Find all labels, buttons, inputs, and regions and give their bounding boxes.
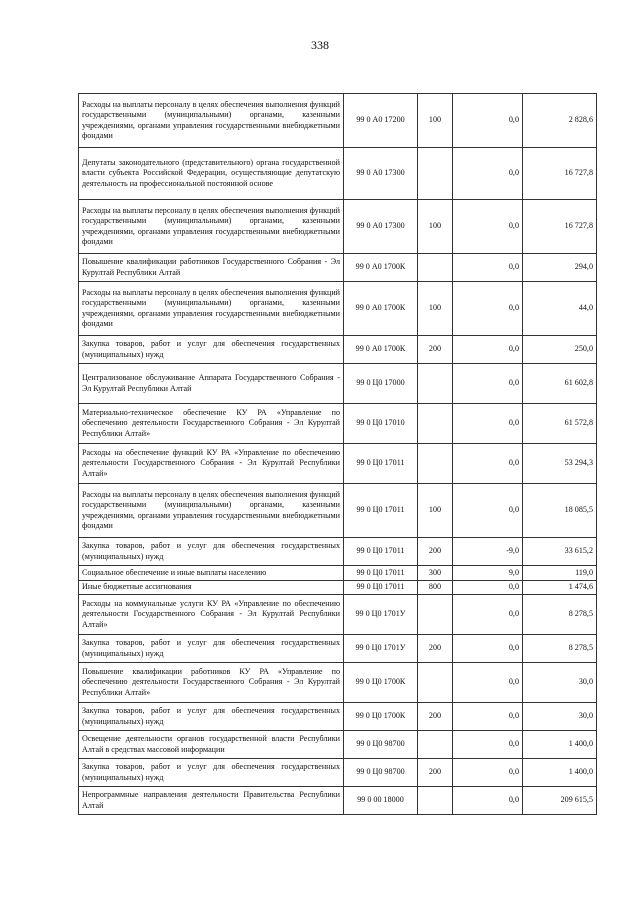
row-expense-type-cell: 100 xyxy=(418,94,453,148)
row-code-cell: 99 0 Ц0 1701У xyxy=(344,635,418,663)
table-row xyxy=(79,484,597,538)
row-sum-cell: 44,0 xyxy=(523,282,597,336)
row-sum-cell: 30,0 xyxy=(523,663,597,703)
table-row xyxy=(79,635,597,663)
row-sum-cell: 18 085,5 xyxy=(523,484,597,538)
table-row xyxy=(79,595,597,635)
row-change-cell: 0,0 xyxy=(453,787,523,815)
row-name-cell: Централизованое обслуживание Аппарата Государственного Собрания - Эл Курултай Республики Алтай xyxy=(79,364,344,404)
row-sum-cell: 16 727,8 xyxy=(523,148,597,200)
row-change-cell: 0,0 xyxy=(453,581,523,595)
row-name-cell: Закупка товаров, работ и услуг для обеспечения государственных (муниципальных) нужд xyxy=(79,635,344,663)
table-row xyxy=(79,200,597,254)
row-sum-cell: 33 615,2 xyxy=(523,538,597,566)
row-code-cell: 99 0 Ц0 1700К xyxy=(344,663,418,703)
row-code-cell: 99 0 Ц0 1701У xyxy=(344,595,418,635)
row-code-cell: 99 0 00 18000 xyxy=(344,787,418,815)
table-row xyxy=(79,581,597,595)
table-row xyxy=(79,538,597,566)
table-row xyxy=(79,94,597,148)
row-name-cell: Закупка товаров, работ и услуг для обеспечения государственных (муниципальных) нужд xyxy=(79,759,344,787)
row-code-cell: 99 0 А0 17300 xyxy=(344,148,418,200)
row-name-cell: Социальное обеспечение и иные выплаты населению xyxy=(79,566,344,581)
row-change-cell: 0,0 xyxy=(453,484,523,538)
row-code-cell: 99 0 Ц0 1700К xyxy=(344,703,418,731)
row-change-cell: 0,0 xyxy=(453,336,523,364)
row-code-cell: 99 0 А0 17300 xyxy=(344,200,418,254)
row-sum-cell: 8 278,5 xyxy=(523,635,597,663)
row-expense-type-cell: 800 xyxy=(418,581,453,595)
row-name-cell: Повышение квалификации работников Государственного Собрания - Эл Курултай Республики Алтай xyxy=(79,254,344,282)
row-sum-cell: 53 294,3 xyxy=(523,444,597,484)
row-change-cell: 0,0 xyxy=(453,148,523,200)
row-name-cell: Расходы на обеспечение функций КУ РА «Управление по обеспечению деятельности Государственного Собрания - Эл Курултай Республики Алтай» xyxy=(79,444,344,484)
row-name-cell: Расходы на выплаты персоналу в целях обеспечения выполнения функций государственными (муниципальными) органами, казенными учреждениями, органами управления государственными внебюджетными фондами xyxy=(79,484,344,538)
row-expense-type-cell: 200 xyxy=(418,759,453,787)
table-row xyxy=(79,404,597,444)
table-row xyxy=(79,787,597,815)
row-change-cell: 0,0 xyxy=(453,663,523,703)
row-code-cell: 99 0 А0 1700К xyxy=(344,336,418,364)
row-expense-type-cell xyxy=(418,731,453,759)
row-sum-cell: 250,0 xyxy=(523,336,597,364)
row-change-cell: 0,0 xyxy=(453,94,523,148)
page-number: 338 xyxy=(311,38,329,52)
row-name-cell: Закупка товаров, работ и услуг для обеспечения государственных (муниципальных) нужд xyxy=(79,336,344,364)
table-row xyxy=(79,703,597,731)
row-change-cell: 0,0 xyxy=(453,759,523,787)
row-sum-cell: 2 828,6 xyxy=(523,94,597,148)
row-expense-type-cell xyxy=(418,148,453,200)
table-row xyxy=(79,148,597,200)
row-code-cell: 99 0 Ц0 17011 xyxy=(344,581,418,595)
row-expense-type-cell: 100 xyxy=(418,484,453,538)
row-expense-type-cell: 200 xyxy=(418,635,453,663)
row-name-cell: Расходы на выплаты персоналу в целях обеспечения выполнения функций государственными (муниципальными) органами, казенными учреждениями, органами управления государственными внебюджетными фондами xyxy=(79,94,344,148)
row-name-cell: Расходы на выплаты персоналу в целях обеспечения выполнения функций государственными (муниципальными) органами, казенными учреждениями, органами управления государственными внебюджетными фондами xyxy=(79,282,344,336)
table-row xyxy=(79,663,597,703)
row-change-cell: 0,0 xyxy=(453,703,523,731)
row-expense-type-cell xyxy=(418,444,453,484)
row-code-cell: 99 0 Ц0 17011 xyxy=(344,538,418,566)
table-row xyxy=(79,364,597,404)
row-code-cell: 99 0 Ц0 17000 xyxy=(344,364,418,404)
row-change-cell: 0,0 xyxy=(453,364,523,404)
row-expense-type-cell xyxy=(418,595,453,635)
row-name-cell: Повышение квалификации работников КУ РА «Управление по обеспечению деятельности Государственного Собрания - Эл Курултай Республики Алтай» xyxy=(79,663,344,703)
row-expense-type-cell: 200 xyxy=(418,703,453,731)
row-change-cell: 0,0 xyxy=(453,595,523,635)
row-code-cell: 99 0 Ц0 17010 xyxy=(344,404,418,444)
row-change-cell: 0,0 xyxy=(453,635,523,663)
row-expense-type-cell: 200 xyxy=(418,538,453,566)
row-sum-cell: 61 602,8 xyxy=(523,364,597,404)
table-row xyxy=(79,566,597,581)
row-code-cell: 99 0 Ц0 98700 xyxy=(344,759,418,787)
row-change-cell: 0,0 xyxy=(453,731,523,759)
row-change-cell: 0,0 xyxy=(453,444,523,484)
row-change-cell: -9,0 xyxy=(453,538,523,566)
row-code-cell: 99 0 Ц0 17011 xyxy=(344,484,418,538)
table-row xyxy=(79,282,597,336)
row-code-cell: 99 0 Ц0 17011 xyxy=(344,444,418,484)
row-sum-cell: 16 727,8 xyxy=(523,200,597,254)
row-expense-type-cell: 200 xyxy=(418,336,453,364)
row-name-cell: Расходы на коммунальные услуги КУ РА «Управление по обеспечению деятельности Государственного Собрания - Эл Курултай Республики Алтай» xyxy=(79,595,344,635)
row-code-cell: 99 0 А0 1700К xyxy=(344,282,418,336)
row-change-cell: 0,0 xyxy=(453,404,523,444)
row-sum-cell: 61 572,8 xyxy=(523,404,597,444)
row-expense-type-cell xyxy=(418,663,453,703)
row-name-cell: Закупка товаров, работ и услуг для обеспечения государственных (муниципальных) нужд xyxy=(79,703,344,731)
table-row xyxy=(79,336,597,364)
row-sum-cell: 1 400,0 xyxy=(523,731,597,759)
row-sum-cell: 119,0 xyxy=(523,566,597,581)
row-expense-type-cell: 100 xyxy=(418,200,453,254)
budget-table xyxy=(78,93,597,815)
row-name-cell: Материально-техническое обеспечение КУ РА «Управление по обеспечению деятельности Государственного Собрания - Эл Курултай Республики Алтай» xyxy=(79,404,344,444)
table-row xyxy=(79,731,597,759)
row-change-cell: 0,0 xyxy=(453,282,523,336)
table-row xyxy=(79,444,597,484)
row-expense-type-cell xyxy=(418,364,453,404)
row-code-cell: 99 0 А0 1700К xyxy=(344,254,418,282)
row-code-cell: 99 0 Ц0 98700 xyxy=(344,731,418,759)
row-expense-type-cell xyxy=(418,787,453,815)
row-sum-cell: 294,0 xyxy=(523,254,597,282)
row-code-cell: 99 0 Ц0 17011 xyxy=(344,566,418,581)
row-change-cell: 0,0 xyxy=(453,254,523,282)
row-name-cell: Расходы на выплаты персоналу в целях обеспечения выполнения функций государственными (муниципальными) органами, казенными учреждениями, органами управления государственными внебюджетными фондами xyxy=(79,200,344,254)
table-row xyxy=(79,759,597,787)
row-change-cell: 9,0 xyxy=(453,566,523,581)
row-name-cell: Депутаты законодательного (представительного) органа государственной власти субъекта Российской Федерации, осуществляющие депутатскую деятельность на профессиональной постоянной основе xyxy=(79,148,344,200)
row-expense-type-cell xyxy=(418,404,453,444)
row-sum-cell: 1 400,0 xyxy=(523,759,597,787)
budget-table-body xyxy=(79,94,597,815)
row-change-cell: 0,0 xyxy=(453,200,523,254)
row-name-cell: Иные бюджетные ассигнования xyxy=(79,581,344,595)
row-code-cell: 99 0 А0 17200 xyxy=(344,94,418,148)
row-sum-cell: 1 474,6 xyxy=(523,581,597,595)
row-name-cell: Освещение деятельности органов государственной власти Республики Алтай в средствах массовой информации xyxy=(79,731,344,759)
row-expense-type-cell: 300 xyxy=(418,566,453,581)
row-name-cell: Непрограммные направления деятельности Правительства Республики Алтай xyxy=(79,787,344,815)
row-sum-cell: 8 278,5 xyxy=(523,595,597,635)
row-sum-cell: 30,0 xyxy=(523,703,597,731)
row-expense-type-cell: 100 xyxy=(418,282,453,336)
row-sum-cell: 209 615,5 xyxy=(523,787,597,815)
row-expense-type-cell xyxy=(418,254,453,282)
table-row xyxy=(79,254,597,282)
row-name-cell: Закупка товаров, работ и услуг для обеспечения государственных (муниципальных) нужд xyxy=(79,538,344,566)
